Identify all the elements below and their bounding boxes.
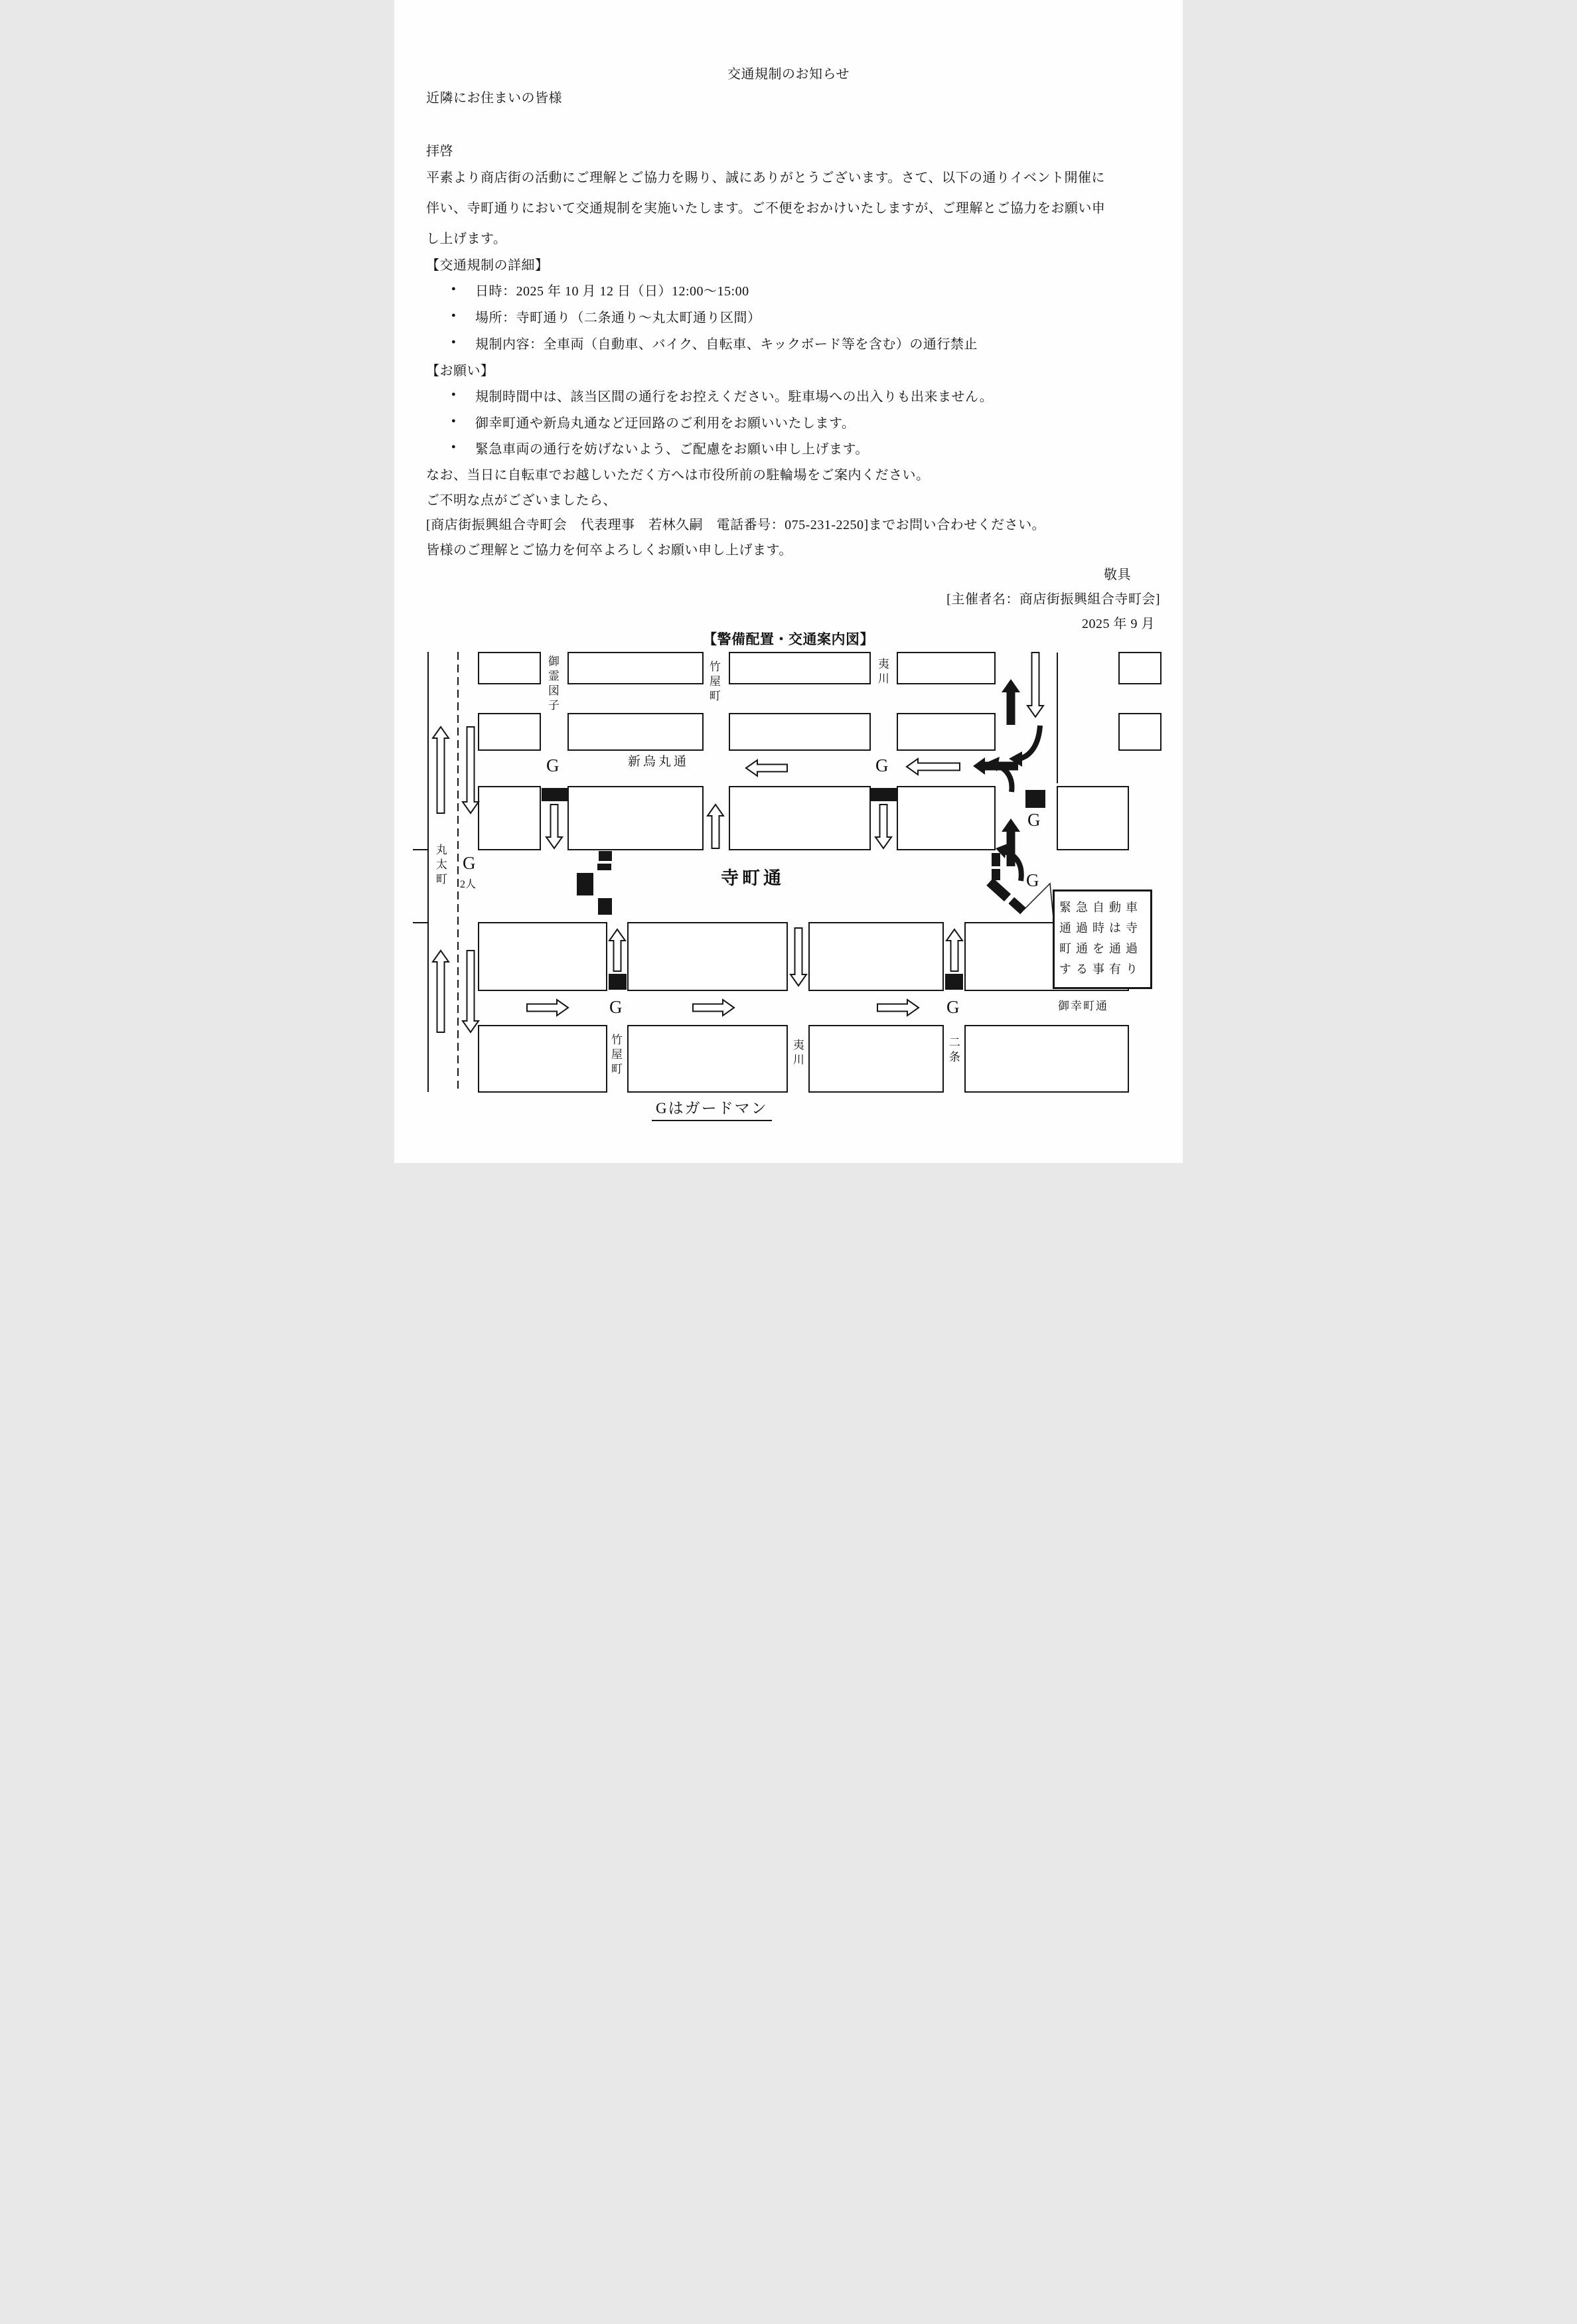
down-arrow <box>546 805 562 848</box>
barricade <box>609 974 627 990</box>
details-heading: 【交通規制の詳細】 <box>426 258 549 273</box>
request-heading: 【お願い】 <box>426 364 494 378</box>
request-item: 緊急車両の通行を妨げないよう、ご配慮をお願い申し上げます。 <box>475 442 869 457</box>
closing-word: 敬具 <box>1104 568 1131 582</box>
down-arrow <box>463 951 479 1032</box>
street-label-gokomachi: 御幸町通 <box>1058 1000 1108 1012</box>
left-arrow <box>746 760 787 776</box>
street-label-nijo: 二条 <box>946 1036 960 1065</box>
guard-marker: G <box>609 997 623 1017</box>
map-title: 【警備配置・交通案内図】 <box>703 631 874 647</box>
body-line: 平素より商店街の活動にご理解とご協力を賜り、誠にありがとうございます。さて、以下の通りイベント開催に <box>426 171 1105 185</box>
guard-marker: G <box>546 755 560 775</box>
down-arrow <box>463 727 479 813</box>
street-label-teramachi: 寺町通 <box>721 868 785 888</box>
guard-count-label: 2人 <box>460 879 477 890</box>
barricade <box>598 898 612 915</box>
guard-marker: G <box>875 755 889 775</box>
curved-arrow <box>1019 726 1040 759</box>
street-label-goryozushi: 御霊図子 <box>546 655 559 714</box>
map-legend: Gはガードマン <box>652 1096 772 1121</box>
organizer-line: [主催者名：商店街振興組合寺町会] <box>946 592 1160 607</box>
bullet-dot: ● <box>451 417 456 425</box>
up-arrow <box>708 805 723 848</box>
letter-title: 交通規制のお知らせ <box>727 67 850 82</box>
callout-line: 町通を通過 <box>1059 942 1142 955</box>
guard-marker: G <box>1027 810 1041 830</box>
right-arrow <box>527 1000 568 1016</box>
barricade <box>577 873 593 895</box>
detail-item-restriction: 規制内容：全車両（自動車、バイク、自転車、キックボード等を含む）の通行禁止 <box>475 337 978 352</box>
bullet-dot: ● <box>451 311 456 319</box>
bullet-dot: ● <box>451 443 456 451</box>
down-arrow <box>790 928 806 986</box>
opening-word: 拝啓 <box>426 144 453 159</box>
guard-marker: G <box>1026 870 1039 890</box>
barricade <box>871 788 897 801</box>
inquiry-note-line: ご不明な点がございましたら、 <box>426 493 617 508</box>
up-arrow <box>609 929 625 971</box>
guard-marker: G <box>463 853 476 873</box>
request-item: 御幸町通や新烏丸通など迂回路のご利用をお願いいたします。 <box>475 416 856 431</box>
callout-line: する事有り <box>1059 963 1142 976</box>
detail-item-datetime: 日時：2025 年 10 月 12 日（日）12:00～15:00 <box>475 284 749 299</box>
barricade <box>945 974 963 990</box>
barricade <box>1008 897 1026 915</box>
callout-line: 通過時は寺 <box>1059 921 1142 935</box>
bullet-dot: ● <box>451 390 456 398</box>
emergency-route-callout <box>1053 890 1152 989</box>
up-arrow <box>433 951 449 1032</box>
salutation-line: 近隣にお住まいの皆様 <box>426 91 562 106</box>
black-up-arrow <box>1002 679 1020 725</box>
up-arrow <box>946 929 962 971</box>
barricade <box>599 851 612 861</box>
callout-line: 緊急自動車 <box>1059 901 1142 914</box>
barricade <box>992 853 1000 866</box>
street-label-takeyacho-bottom: 竹屋町 <box>609 1034 622 1077</box>
street-label-ebisugawa-top: 夷川 <box>875 658 889 687</box>
right-arrow <box>877 1000 919 1016</box>
guard-marker: G <box>946 997 960 1017</box>
closing-request-line: 皆様のご理解とご協力を何卒よろしくお願い申し上げます。 <box>426 543 792 558</box>
bicycle-note-line: なお、当日に自転車でお越しいただく方へは市役所前の駐輪場をご案内ください。 <box>426 468 930 483</box>
map-drawing <box>394 647 1183 1122</box>
street-label-marutamachi: 丸太町 <box>433 844 447 888</box>
traffic-guidance-map <box>394 647 1183 1122</box>
barricade <box>986 878 1011 901</box>
request-item: 規制時間中は、該当区間の通行をお控えください。駐車場への出入りも出来ません。 <box>475 390 994 404</box>
bullet-dot: ● <box>451 338 456 346</box>
bullet-dot: ● <box>451 285 456 293</box>
detail-item-place: 場所：寺町通り（二条通り～丸太町通り区間） <box>475 311 761 325</box>
street-label-ebisugawa-bottom: 夷川 <box>790 1039 804 1068</box>
date-line: 2025 年 9 月 <box>1082 617 1155 631</box>
down-arrow <box>1027 653 1043 717</box>
scanned-notice-page <box>394 0 1183 1163</box>
barricade <box>542 788 567 801</box>
body-line: 伴い、寺町通りにおいて交通規制を実施いたします。ご不便をおかけいたしますが、ご理解とご協力をお願い申 <box>426 201 1106 216</box>
body-line: し上げます。 <box>426 232 507 246</box>
street-label-shin-karasuma: 新烏丸通 <box>628 755 690 769</box>
barricade <box>597 864 611 870</box>
left-arrow <box>907 759 960 775</box>
contact-line: [商店街振興組合寺町会 代表理事 若林久嗣 電話番号：075-231-2250]までお問い合わせください。 <box>426 518 1046 532</box>
barricade <box>1025 790 1045 808</box>
right-arrow <box>693 1000 734 1016</box>
down-arrow <box>875 805 891 848</box>
street-label-takeyacho-top: 竹屋町 <box>707 660 720 704</box>
up-arrow <box>433 727 449 813</box>
